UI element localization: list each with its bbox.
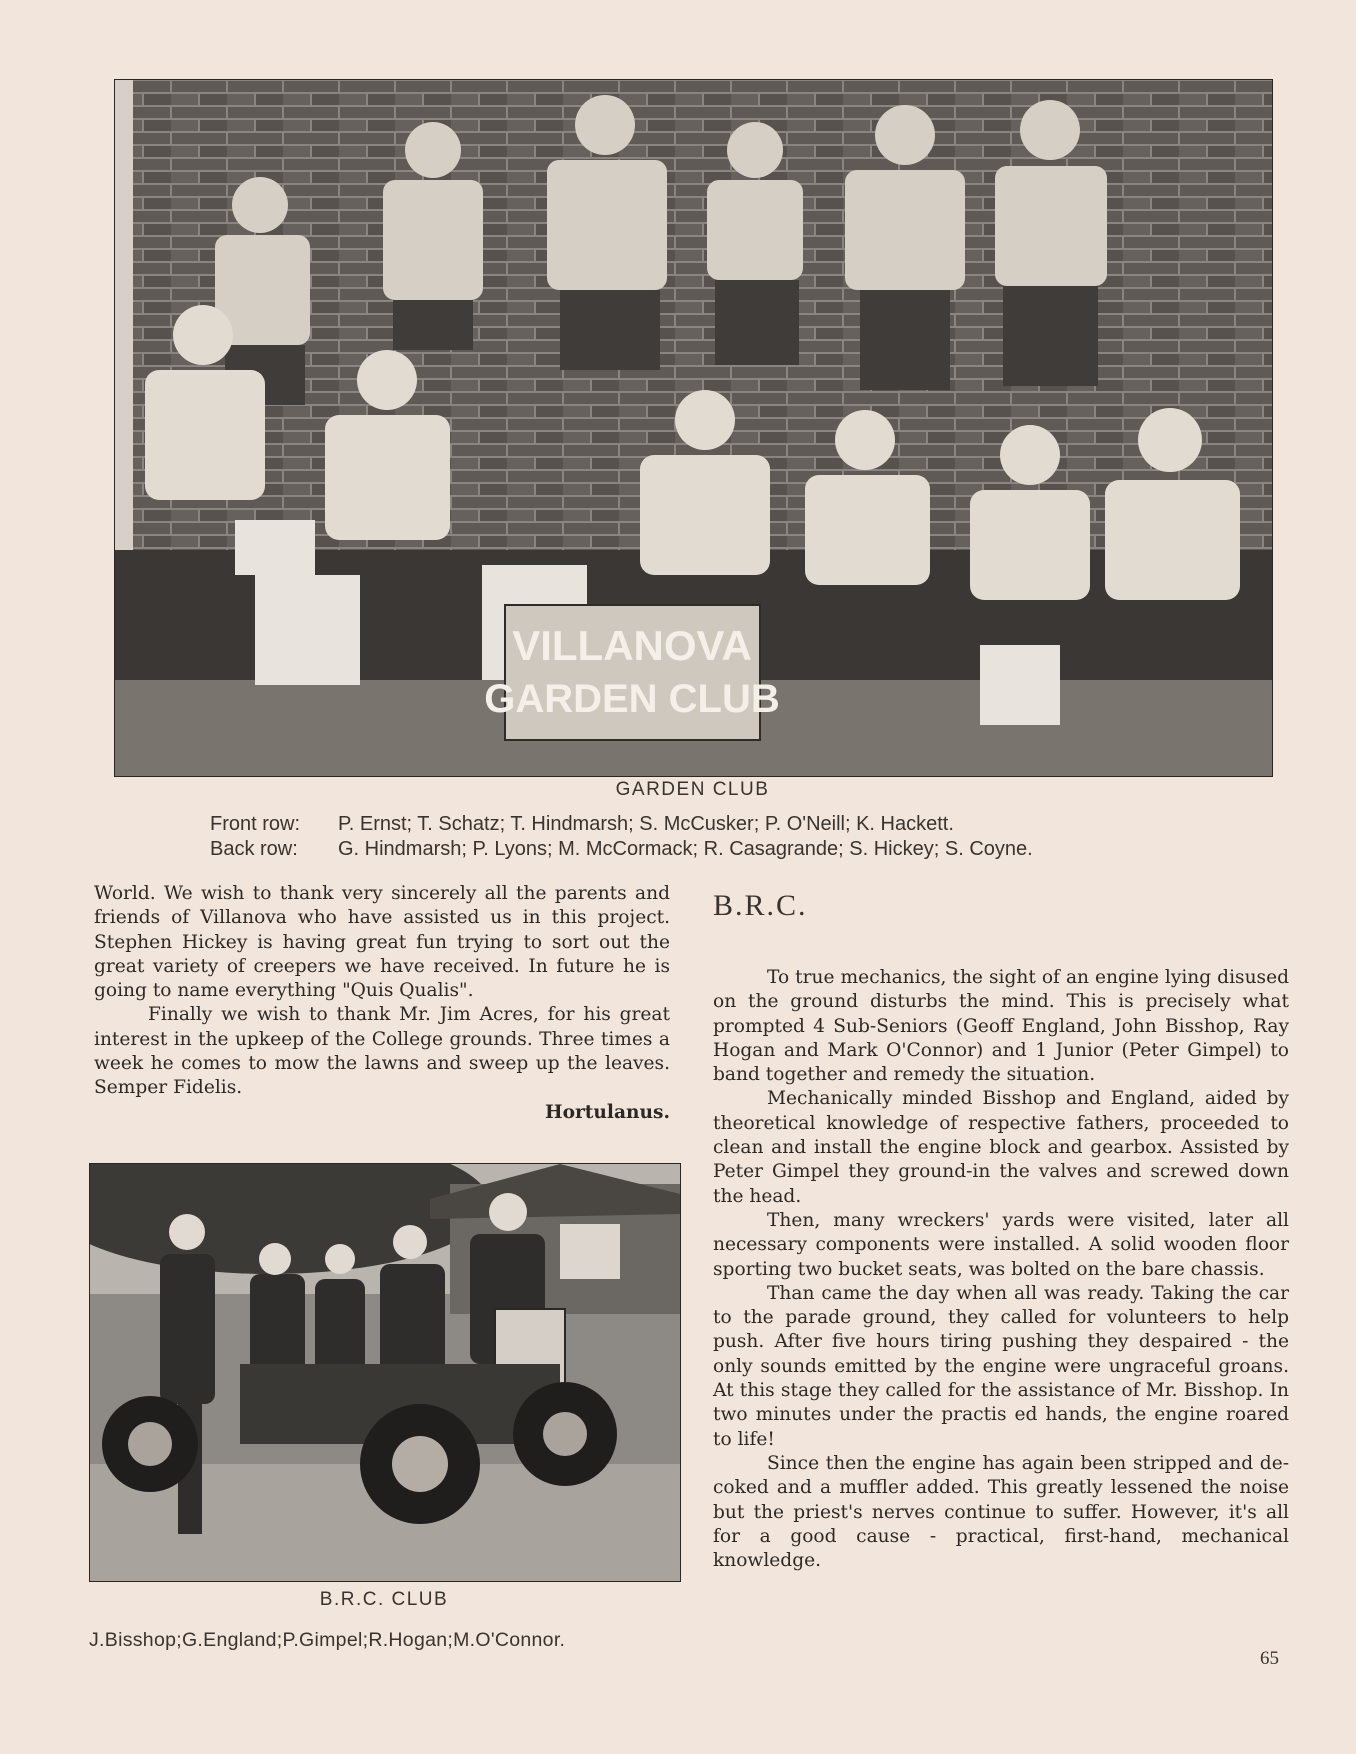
article-signature: Hortulanus. — [545, 1101, 670, 1123]
article-paragraph: World. We wish to thank very sincerely all the parents and friends of Villanova who have assisted us in this project. Stephen Hickey is having great fun trying to sort out the great variety of creepers we have received. In future he is going to name everything "Quis Qualis". — [94, 883, 670, 1002]
brc-article — [713, 966, 1289, 1573]
brc-club-names: J.Bisshop;G.England;P.Gimpel;R.Hogan;M.O'Connor. — [89, 1629, 566, 1651]
garden-club-photo — [114, 79, 1273, 777]
article-paragraph: Since then the engine has again been stripped and de-coked and a muffler added. This greatly lessened the noise but the priest's nerves continue to suffer. However, it's all for a good cause - practical, first-hand, mechanical knowledge. — [713, 1452, 1289, 1572]
sign-line-2: GARDEN CLUB — [484, 677, 780, 721]
page-number: 65 — [1260, 1648, 1279, 1669]
article-paragraph: Than came the day when all was ready. Taking the car to the parade ground, they called for volunteers to help push. After five hours tiring pushing they despaired - the only sounds emitted by the engine were ungraceful groans. At this stage they called for the assistance of Mr. Bisshop. In two minutes under the practis ed hands, the engine roared to life! — [713, 1282, 1289, 1450]
garden-club-credits — [210, 812, 1210, 862]
brc-heading: B.R.C. — [713, 889, 808, 922]
front-row-names: P. Ernst; T. Schatz; T. Hindmarsh; S. McCusker; P. O'Neill; K. Hackett. — [338, 813, 954, 835]
article-paragraph: Then, many wreckers' yards were visited, later all necessary components were installed. A solid wooden floor sporting two bucket seats, was bolted on the bare chassis. — [713, 1209, 1289, 1280]
back-row-label: Back row: — [210, 838, 298, 860]
front-row-label: Front row: — [210, 813, 301, 835]
front-row-credit — [210, 812, 1210, 837]
article-paragraph: To true mechanics, the sight of an engine lying disused on the ground disturbs the mind. This is precisely what prompted 4 Sub-Seniors (Geoff England, John Bisshop, Ray Hogan and Mark O'Connor) and 1 Junior (Peter Gimpel) to band together and remedy the situation. — [713, 967, 1289, 1086]
garden-club-caption-title: GARDEN CLUB — [615, 779, 770, 800]
garden-club-article — [94, 882, 670, 1125]
back-row-names: G. Hindmarsh; P. Lyons; M. McCormack; R. Casagrande; S. Hickey; S. Coyne. — [338, 838, 1033, 860]
brc-club-photo — [89, 1163, 681, 1582]
article-paragraph: Finally we wish to thank Mr. Jim Acres, for his great interest in the upkeep of the College grounds. Three times a week he comes to mow the lawns and sweep up the leaves. Semper Fidelis. — [94, 1004, 670, 1099]
sign-line-1: VILLANOVA — [512, 622, 752, 669]
article-paragraph: Mechanically minded Bisshop and England, aided by theoretical knowledge of respective fathers, proceeded to clean and install the engine block and gearbox. Assisted by Peter Gimpel they ground-in the valves and screwed down the head. — [713, 1088, 1289, 1207]
brc-caption-title: B.R.C. CLUB — [319, 1589, 449, 1610]
back-row-credit — [210, 837, 1210, 862]
